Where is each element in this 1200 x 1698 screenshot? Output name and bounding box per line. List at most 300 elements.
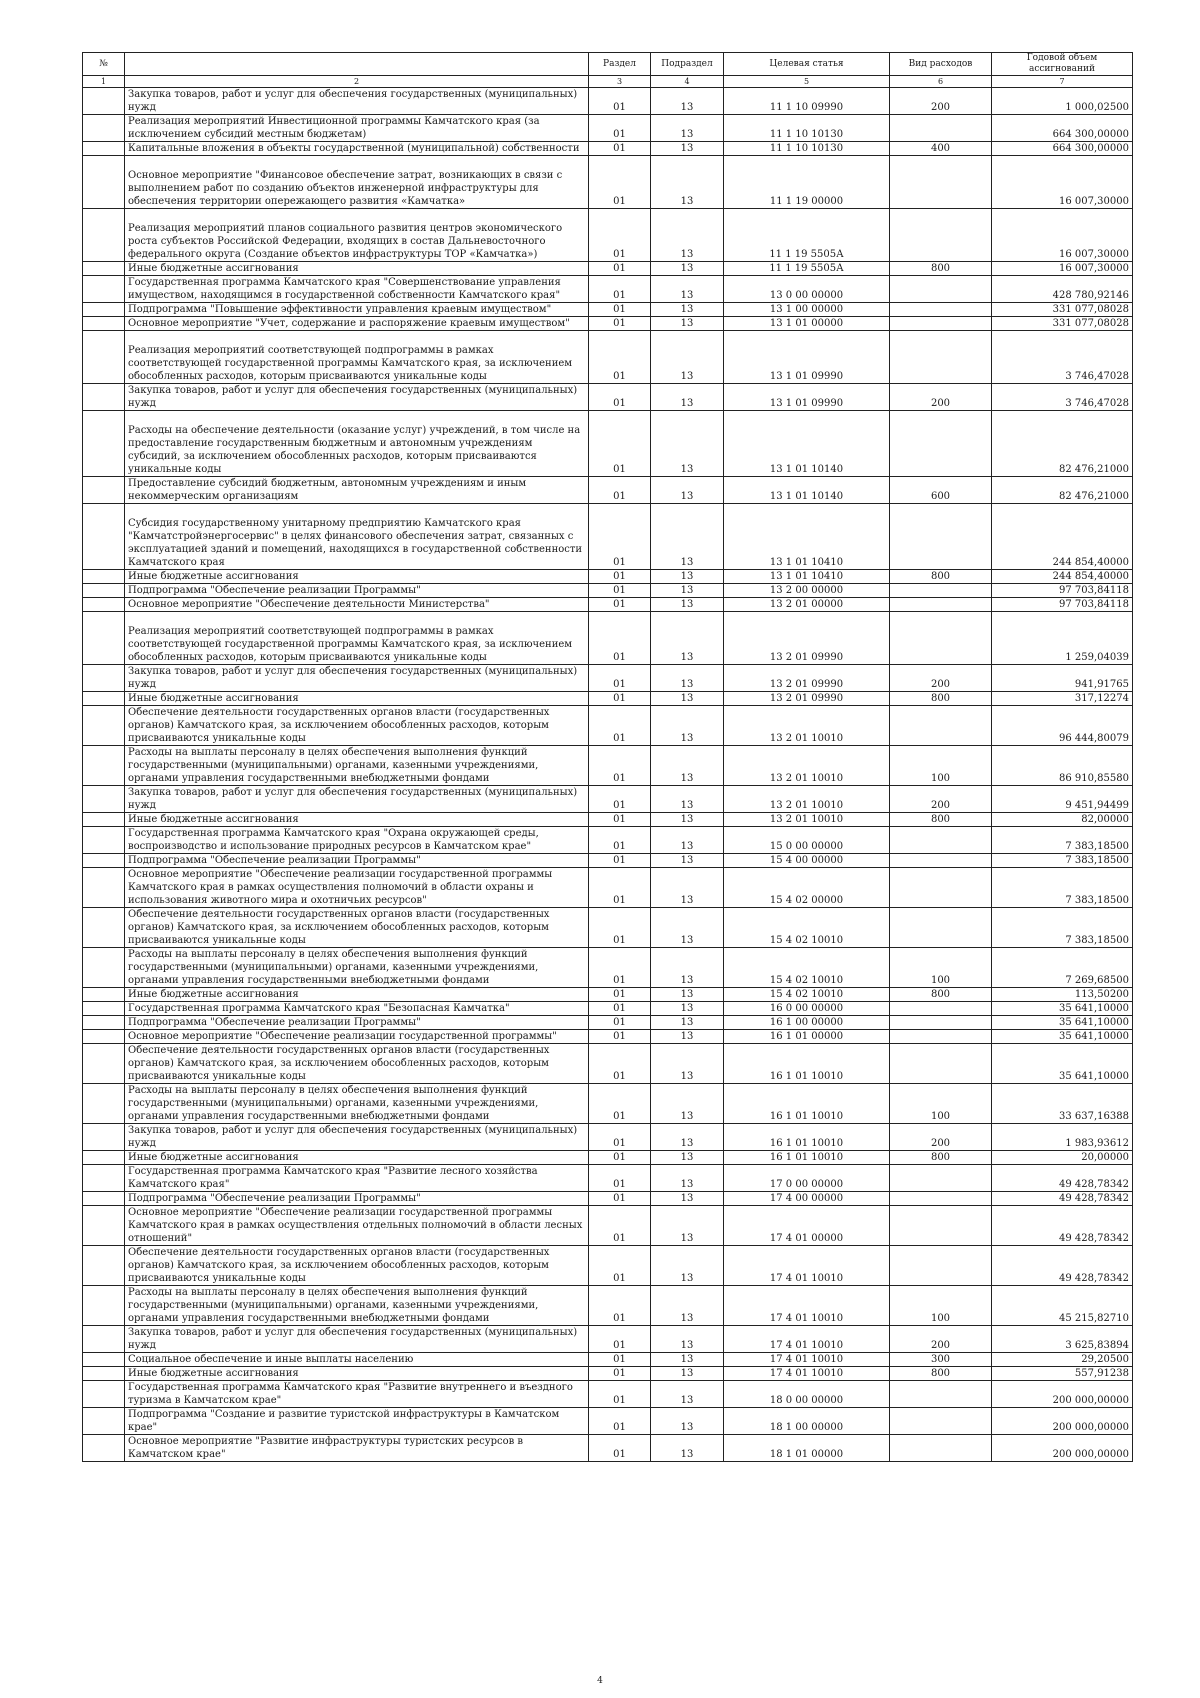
- row-description: Подпрограмма "Обеспечение реализации Программы": [125, 1016, 589, 1030]
- row-number-cell: [83, 854, 125, 868]
- row-number-cell: [83, 1353, 125, 1367]
- row-amount: 82,00000: [992, 813, 1133, 827]
- table-row: [83, 142, 1133, 156]
- row-target-article: 13 2 01 09990: [724, 692, 890, 706]
- row-podrazdel: 13: [651, 156, 724, 209]
- table-row: [83, 1367, 1133, 1381]
- table-row: [83, 584, 1133, 598]
- row-number-cell: [83, 692, 125, 706]
- row-number-cell: [83, 706, 125, 746]
- row-description: Иные бюджетные ассигнования: [125, 813, 589, 827]
- row-target-article: 11 1 19 5505А: [724, 209, 890, 262]
- row-razdel: 01: [589, 1435, 651, 1462]
- row-podrazdel: 13: [651, 1435, 724, 1462]
- row-number-cell: [83, 1435, 125, 1462]
- row-description: Реализация мероприятий Инвестиционной программы Камчатского края (за исключением субсидий местным бюджетам): [125, 115, 589, 142]
- row-razdel: 01: [589, 317, 651, 331]
- row-target-article: 13 1 01 09990: [724, 331, 890, 384]
- row-amount: 1 259,04039: [992, 612, 1133, 665]
- row-podrazdel: 13: [651, 868, 724, 908]
- row-expense-type: 400: [890, 142, 992, 156]
- row-number-cell: [83, 1192, 125, 1206]
- row-podrazdel: 13: [651, 1002, 724, 1016]
- row-podrazdel: 13: [651, 786, 724, 813]
- row-expense-type: [890, 1016, 992, 1030]
- table-row: [83, 612, 1133, 665]
- row-amount: 49 428,78342: [992, 1192, 1133, 1206]
- table-row: [83, 1435, 1133, 1462]
- row-description: Закупка товаров, работ и услуг для обеспечения государственных (муниципальных) нужд: [125, 1124, 589, 1151]
- table-row: [83, 1084, 1133, 1124]
- row-podrazdel: 13: [651, 209, 724, 262]
- row-expense-type: [890, 868, 992, 908]
- table-row: [83, 504, 1133, 570]
- row-razdel: 01: [589, 1326, 651, 1353]
- row-target-article: 11 1 10 09990: [724, 88, 890, 115]
- row-description: Основное мероприятие "Обеспечение реализации государственной программы Камчатского края в рамках осуществления отдельных полномочий в области лесных отношений": [125, 1206, 589, 1246]
- row-target-article: 13 1 00 00000: [724, 303, 890, 317]
- row-podrazdel: 13: [651, 262, 724, 276]
- table-row: [83, 1192, 1133, 1206]
- row-razdel: 01: [589, 1367, 651, 1381]
- table-row: [83, 692, 1133, 706]
- row-expense-type: 200: [890, 786, 992, 813]
- row-expense-type: 200: [890, 384, 992, 411]
- row-description: Государственная программа Камчатского края "Развитие лесного хозяйства Камчатского края": [125, 1165, 589, 1192]
- row-number-cell: [83, 477, 125, 504]
- row-number-cell: [83, 786, 125, 813]
- row-podrazdel: 13: [651, 303, 724, 317]
- table-row: [83, 827, 1133, 854]
- row-number-cell: [83, 1030, 125, 1044]
- row-description: Иные бюджетные ассигнования: [125, 1367, 589, 1381]
- row-number-cell: [83, 384, 125, 411]
- header-annual-volume: Годовой объем ассигнований: [992, 53, 1133, 76]
- table-row: [83, 1002, 1133, 1016]
- row-amount: 3 746,47028: [992, 331, 1133, 384]
- row-expense-type: 600: [890, 477, 992, 504]
- row-podrazdel: 13: [651, 88, 724, 115]
- row-podrazdel: 13: [651, 813, 724, 827]
- row-razdel: 01: [589, 1353, 651, 1367]
- row-expense-type: [890, 1435, 992, 1462]
- row-number-cell: [83, 1286, 125, 1326]
- row-number-cell: [83, 1151, 125, 1165]
- row-expense-type: [890, 827, 992, 854]
- table-row: [83, 1151, 1133, 1165]
- row-amount: 29,20500: [992, 1353, 1133, 1367]
- row-description: Расходы на обеспечение деятельности (оказание услуг) учреждений, в том числе на предоставление государственным бюджетным и автономным учреждениям субсидий, за исключением обособленных расходов, которым присваиваются уникальные коды: [125, 411, 589, 477]
- row-razdel: 01: [589, 209, 651, 262]
- table-row: [83, 115, 1133, 142]
- row-amount: 244 854,40000: [992, 504, 1133, 570]
- column-number-row: [83, 76, 1133, 88]
- row-target-article: 15 4 02 00000: [724, 868, 890, 908]
- row-description: Государственная программа Камчатского края "Совершенствование управления имуществом, находящимся в государственной собственности Камчатского края": [125, 276, 589, 303]
- row-target-article: 13 2 01 10010: [724, 706, 890, 746]
- row-podrazdel: 13: [651, 317, 724, 331]
- table-row: [83, 746, 1133, 786]
- row-amount: 7 383,18500: [992, 827, 1133, 854]
- row-amount: 664 300,00000: [992, 142, 1133, 156]
- table-row: [83, 1326, 1133, 1353]
- row-amount: 428 780,92146: [992, 276, 1133, 303]
- table-row: [83, 411, 1133, 477]
- row-amount: 7 269,68500: [992, 948, 1133, 988]
- row-razdel: 01: [589, 262, 651, 276]
- header-expense-type: Вид расходов: [890, 53, 992, 76]
- row-expense-type: [890, 1002, 992, 1016]
- column-number: 5: [724, 76, 890, 88]
- row-amount: 82 476,21000: [992, 477, 1133, 504]
- row-description: Основное мероприятие "Обеспечение деятельности Министерства": [125, 598, 589, 612]
- row-description: Обеспечение деятельности государственных органов власти (государственных органов) Камчатского края, за исключением обособленных расходов, которым присваиваются уникальные коды: [125, 1246, 589, 1286]
- row-razdel: 01: [589, 1286, 651, 1326]
- row-amount: 49 428,78342: [992, 1165, 1133, 1192]
- row-expense-type: [890, 598, 992, 612]
- row-amount: 7 383,18500: [992, 854, 1133, 868]
- row-amount: 1 000,02500: [992, 88, 1133, 115]
- row-amount: 3 625,83894: [992, 1326, 1133, 1353]
- row-target-article: 16 0 00 00000: [724, 1002, 890, 1016]
- row-target-article: 11 1 19 00000: [724, 156, 890, 209]
- row-razdel: 01: [589, 1165, 651, 1192]
- row-target-article: 16 1 01 10010: [724, 1084, 890, 1124]
- table-row: [83, 88, 1133, 115]
- row-podrazdel: 13: [651, 1165, 724, 1192]
- row-expense-type: 100: [890, 1084, 992, 1124]
- row-razdel: 01: [589, 868, 651, 908]
- row-target-article: 17 4 01 10010: [724, 1367, 890, 1381]
- row-razdel: 01: [589, 948, 651, 988]
- table-row: [83, 276, 1133, 303]
- row-expense-type: [890, 303, 992, 317]
- table-row: [83, 854, 1133, 868]
- row-podrazdel: 13: [651, 504, 724, 570]
- row-number-cell: [83, 1206, 125, 1246]
- row-podrazdel: 13: [651, 584, 724, 598]
- row-target-article: 13 1 01 10140: [724, 477, 890, 504]
- row-number-cell: [83, 262, 125, 276]
- row-number-cell: [83, 612, 125, 665]
- table-row: [83, 706, 1133, 746]
- row-target-article: 18 1 01 00000: [724, 1435, 890, 1462]
- table-body: [83, 88, 1133, 1462]
- row-amount: 82 476,21000: [992, 411, 1133, 477]
- row-podrazdel: 13: [651, 854, 724, 868]
- row-expense-type: [890, 276, 992, 303]
- table-row: [83, 262, 1133, 276]
- row-razdel: 01: [589, 1084, 651, 1124]
- row-description: Обеспечение деятельности государственных органов власти (государственных органов) Камчатского края, за исключением обособленных расходов, которым присваиваются уникальные коды: [125, 706, 589, 746]
- row-expense-type: [890, 1206, 992, 1246]
- row-podrazdel: 13: [651, 276, 724, 303]
- row-number-cell: [83, 209, 125, 262]
- row-razdel: 01: [589, 746, 651, 786]
- row-expense-type: 200: [890, 1124, 992, 1151]
- row-podrazdel: 13: [651, 1286, 724, 1326]
- row-description: Иные бюджетные ассигнования: [125, 692, 589, 706]
- row-description: Иные бюджетные ассигнования: [125, 570, 589, 584]
- table-row: [83, 317, 1133, 331]
- row-expense-type: [890, 209, 992, 262]
- row-target-article: 13 1 01 10410: [724, 570, 890, 584]
- row-amount: 96 444,80079: [992, 706, 1133, 746]
- row-podrazdel: 13: [651, 746, 724, 786]
- column-number: 1: [83, 76, 125, 88]
- row-target-article: 17 4 01 10010: [724, 1286, 890, 1326]
- row-razdel: 01: [589, 908, 651, 948]
- row-number-cell: [83, 1408, 125, 1435]
- row-amount: 200 000,00000: [992, 1381, 1133, 1408]
- row-amount: 9 451,94499: [992, 786, 1133, 813]
- row-target-article: 11 1 10 10130: [724, 115, 890, 142]
- row-podrazdel: 13: [651, 1151, 724, 1165]
- row-number-cell: [83, 746, 125, 786]
- row-expense-type: 300: [890, 1353, 992, 1367]
- row-amount: 113,50200: [992, 988, 1133, 1002]
- row-number-cell: [83, 115, 125, 142]
- row-razdel: 01: [589, 786, 651, 813]
- table-row: [83, 477, 1133, 504]
- row-description: Социальное обеспечение и иные выплаты населению: [125, 1353, 589, 1367]
- row-description: Расходы на выплаты персоналу в целях обеспечения выполнения функций государственными (муниципальными) органами, казенными учреждениями, органами управления государственными внебюджетными фондами: [125, 1084, 589, 1124]
- row-amount: 664 300,00000: [992, 115, 1133, 142]
- row-razdel: 01: [589, 1246, 651, 1286]
- row-description: Закупка товаров, работ и услуг для обеспечения государственных (муниципальных) нужд: [125, 88, 589, 115]
- row-number-cell: [83, 1084, 125, 1124]
- header-razdel: Раздел: [589, 53, 651, 76]
- row-description: Обеспечение деятельности государственных органов власти (государственных органов) Камчатского края, за исключением обособленных расходов, которым присваиваются уникальные коды: [125, 1044, 589, 1084]
- row-number-cell: [83, 1367, 125, 1381]
- row-amount: 941,91765: [992, 665, 1133, 692]
- table-row: [83, 1044, 1133, 1084]
- row-amount: 35 641,10000: [992, 1016, 1133, 1030]
- row-podrazdel: 13: [651, 570, 724, 584]
- row-description: Основное мероприятие "Обеспечение реализации государственной программы": [125, 1030, 589, 1044]
- row-podrazdel: 13: [651, 948, 724, 988]
- row-description: Реализация мероприятий соответствующей подпрограммы в рамках соответствующей государственной программы Камчатского края, за исключением обособленных расходов, которым присваиваются уникальные коды: [125, 612, 589, 665]
- row-number-cell: [83, 88, 125, 115]
- row-podrazdel: 13: [651, 1124, 724, 1151]
- row-razdel: 01: [589, 570, 651, 584]
- row-description: Закупка товаров, работ и услуг для обеспечения государственных (муниципальных) нужд: [125, 665, 589, 692]
- row-razdel: 01: [589, 115, 651, 142]
- page-number: 4: [597, 1676, 603, 1686]
- row-number-cell: [83, 908, 125, 948]
- row-description: Реализация мероприятий планов социального развития центров экономического роста субъектов Российской Федерации, входящих в состав Дальневосточного федерального округа (Создание объектов инфраструктуры ТОР «Камчатка»): [125, 209, 589, 262]
- row-razdel: 01: [589, 276, 651, 303]
- row-razdel: 01: [589, 988, 651, 1002]
- row-expense-type: 100: [890, 948, 992, 988]
- table-row: [83, 331, 1133, 384]
- row-razdel: 01: [589, 1151, 651, 1165]
- row-razdel: 01: [589, 1408, 651, 1435]
- row-target-article: 13 1 01 09990: [724, 384, 890, 411]
- row-expense-type: [890, 1408, 992, 1435]
- row-number-cell: [83, 948, 125, 988]
- row-expense-type: 800: [890, 988, 992, 1002]
- row-expense-type: 100: [890, 746, 992, 786]
- row-description: Основное мероприятие "Финансовое обеспечение затрат, возникающих в связи с выполнением работ по созданию объектов инженерной инфраструктуры для обеспечения территории опережающего развития «Камчатка»: [125, 156, 589, 209]
- row-amount: 45 215,82710: [992, 1286, 1133, 1326]
- row-number-cell: [83, 1124, 125, 1151]
- row-number-cell: [83, 156, 125, 209]
- row-description: Иные бюджетные ассигнования: [125, 262, 589, 276]
- row-podrazdel: 13: [651, 1326, 724, 1353]
- row-description: Предоставление субсидий бюджетным, автономным учреждениям и иным некоммерческим организациям: [125, 477, 589, 504]
- table-row: [83, 1246, 1133, 1286]
- row-podrazdel: 13: [651, 1246, 724, 1286]
- row-target-article: 13 2 01 10010: [724, 813, 890, 827]
- row-amount: 557,91238: [992, 1367, 1133, 1381]
- row-expense-type: 800: [890, 1367, 992, 1381]
- row-description: Иные бюджетные ассигнования: [125, 988, 589, 1002]
- row-description: Субсидия государственному унитарному предприятию Камчатского края "Камчатстройэнергосервис" в целях финансового обеспечения затрат, связанных с эксплуатацией зданий и помещений, находящихся в государственной собственности Камчатского края: [125, 504, 589, 570]
- table-row: [83, 1030, 1133, 1044]
- header-number: №: [83, 53, 125, 76]
- row-target-article: 13 1 01 10410: [724, 504, 890, 570]
- row-target-article: 15 4 00 00000: [724, 854, 890, 868]
- row-amount: 97 703,84118: [992, 598, 1133, 612]
- row-podrazdel: 13: [651, 1206, 724, 1246]
- row-target-article: 17 4 01 00000: [724, 1206, 890, 1246]
- row-amount: 20,00000: [992, 1151, 1133, 1165]
- row-description: Основное мероприятие "Обеспечение реализации государственной программы Камчатского края в рамках осуществления полномочий в области охраны и использования животного мира и охотничьих ресурсов": [125, 868, 589, 908]
- column-number: 7: [992, 76, 1133, 88]
- row-number-cell: [83, 317, 125, 331]
- row-expense-type: 800: [890, 692, 992, 706]
- row-podrazdel: 13: [651, 598, 724, 612]
- column-number: 6: [890, 76, 992, 88]
- table-row: [83, 156, 1133, 209]
- row-razdel: 01: [589, 88, 651, 115]
- row-target-article: 18 1 00 00000: [724, 1408, 890, 1435]
- table-row: [83, 786, 1133, 813]
- row-razdel: 01: [589, 1192, 651, 1206]
- row-amount: 200 000,00000: [992, 1408, 1133, 1435]
- row-target-article: 16 1 01 10010: [724, 1124, 890, 1151]
- row-target-article: 13 2 01 10010: [724, 786, 890, 813]
- row-expense-type: 800: [890, 262, 992, 276]
- row-amount: 7 383,18500: [992, 908, 1133, 948]
- row-description: Капитальные вложения в объекты государственной (муниципальной) собственности: [125, 142, 589, 156]
- row-number-cell: [83, 1165, 125, 1192]
- row-podrazdel: 13: [651, 331, 724, 384]
- row-target-article: 11 1 10 10130: [724, 142, 890, 156]
- row-description: Расходы на выплаты персоналу в целях обеспечения выполнения функций государственными (муниципальными) органами, казенными учреждениями, органами управления государственными внебюджетными фондами: [125, 948, 589, 988]
- row-target-article: 11 1 19 5505А: [724, 262, 890, 276]
- row-target-article: 13 2 01 09990: [724, 612, 890, 665]
- row-razdel: 01: [589, 813, 651, 827]
- table-row: [83, 1016, 1133, 1030]
- row-number-cell: [83, 303, 125, 317]
- row-expense-type: 800: [890, 570, 992, 584]
- row-razdel: 01: [589, 504, 651, 570]
- table-row: [83, 665, 1133, 692]
- row-expense-type: 200: [890, 665, 992, 692]
- row-expense-type: [890, 317, 992, 331]
- row-razdel: 01: [589, 303, 651, 317]
- row-expense-type: 100: [890, 1286, 992, 1326]
- row-podrazdel: 13: [651, 692, 724, 706]
- row-expense-type: [890, 584, 992, 598]
- table-row: [83, 1353, 1133, 1367]
- table-row: [83, 1286, 1133, 1326]
- table-row: [83, 868, 1133, 908]
- table-row: [83, 813, 1133, 827]
- row-expense-type: [890, 854, 992, 868]
- row-expense-type: 800: [890, 1151, 992, 1165]
- row-expense-type: [890, 1381, 992, 1408]
- row-amount: 33 637,16388: [992, 1084, 1133, 1124]
- row-expense-type: [890, 612, 992, 665]
- row-podrazdel: 13: [651, 1016, 724, 1030]
- row-amount: 49 428,78342: [992, 1246, 1133, 1286]
- row-razdel: 01: [589, 1044, 651, 1084]
- row-expense-type: [890, 706, 992, 746]
- row-amount: 86 910,85580: [992, 746, 1133, 786]
- header-target-article: Целевая статья: [724, 53, 890, 76]
- row-expense-type: [890, 1246, 992, 1286]
- row-number-cell: [83, 1246, 125, 1286]
- row-podrazdel: 13: [651, 827, 724, 854]
- row-amount: 97 703,84118: [992, 584, 1133, 598]
- row-description: Иные бюджетные ассигнования: [125, 1151, 589, 1165]
- row-description: Государственная программа Камчатского края "Охрана окружающей среды, воспроизводство и использование природных ресурсов в Камчатском крае": [125, 827, 589, 854]
- row-number-cell: [83, 1002, 125, 1016]
- row-description: Подпрограмма "Обеспечение реализации Программы": [125, 1192, 589, 1206]
- row-description: Обеспечение деятельности государственных органов власти (государственных органов) Камчатского края, за исключением обособленных расходов, которым присваиваются уникальные коды: [125, 908, 589, 948]
- row-expense-type: 800: [890, 813, 992, 827]
- row-target-article: 15 4 02 10010: [724, 988, 890, 1002]
- row-description: Реализация мероприятий соответствующей подпрограммы в рамках соответствующей государственной программы Камчатского края, за исключением обособленных расходов, которым присваиваются уникальные коды: [125, 331, 589, 384]
- row-expense-type: [890, 504, 992, 570]
- row-amount: 331 077,08028: [992, 303, 1133, 317]
- table-row: [83, 908, 1133, 948]
- row-number-cell: [83, 827, 125, 854]
- row-description: Государственная программа Камчатского края "Развитие внутреннего и въездного туризма в Камчатском крае": [125, 1381, 589, 1408]
- row-amount: 7 383,18500: [992, 868, 1133, 908]
- row-target-article: 15 0 00 00000: [724, 827, 890, 854]
- row-amount: 317,12274: [992, 692, 1133, 706]
- row-amount: 3 746,47028: [992, 384, 1133, 411]
- row-number-cell: [83, 331, 125, 384]
- row-target-article: 16 1 00 00000: [724, 1016, 890, 1030]
- row-number-cell: [83, 570, 125, 584]
- row-podrazdel: 13: [651, 115, 724, 142]
- row-razdel: 01: [589, 411, 651, 477]
- row-razdel: 01: [589, 1206, 651, 1246]
- row-podrazdel: 13: [651, 988, 724, 1002]
- row-expense-type: [890, 411, 992, 477]
- row-number-cell: [83, 584, 125, 598]
- row-razdel: 01: [589, 1381, 651, 1408]
- row-podrazdel: 13: [651, 142, 724, 156]
- row-razdel: 01: [589, 1030, 651, 1044]
- header-podrazdel: Подраздел: [651, 53, 724, 76]
- row-razdel: 01: [589, 142, 651, 156]
- row-podrazdel: 13: [651, 1044, 724, 1084]
- row-razdel: 01: [589, 1002, 651, 1016]
- row-podrazdel: 13: [651, 1408, 724, 1435]
- row-razdel: 01: [589, 1124, 651, 1151]
- row-description: Закупка товаров, работ и услуг для обеспечения государственных (муниципальных) нужд: [125, 786, 589, 813]
- row-razdel: 01: [589, 706, 651, 746]
- row-target-article: 15 4 02 10010: [724, 948, 890, 988]
- row-number-cell: [83, 276, 125, 303]
- row-razdel: 01: [589, 598, 651, 612]
